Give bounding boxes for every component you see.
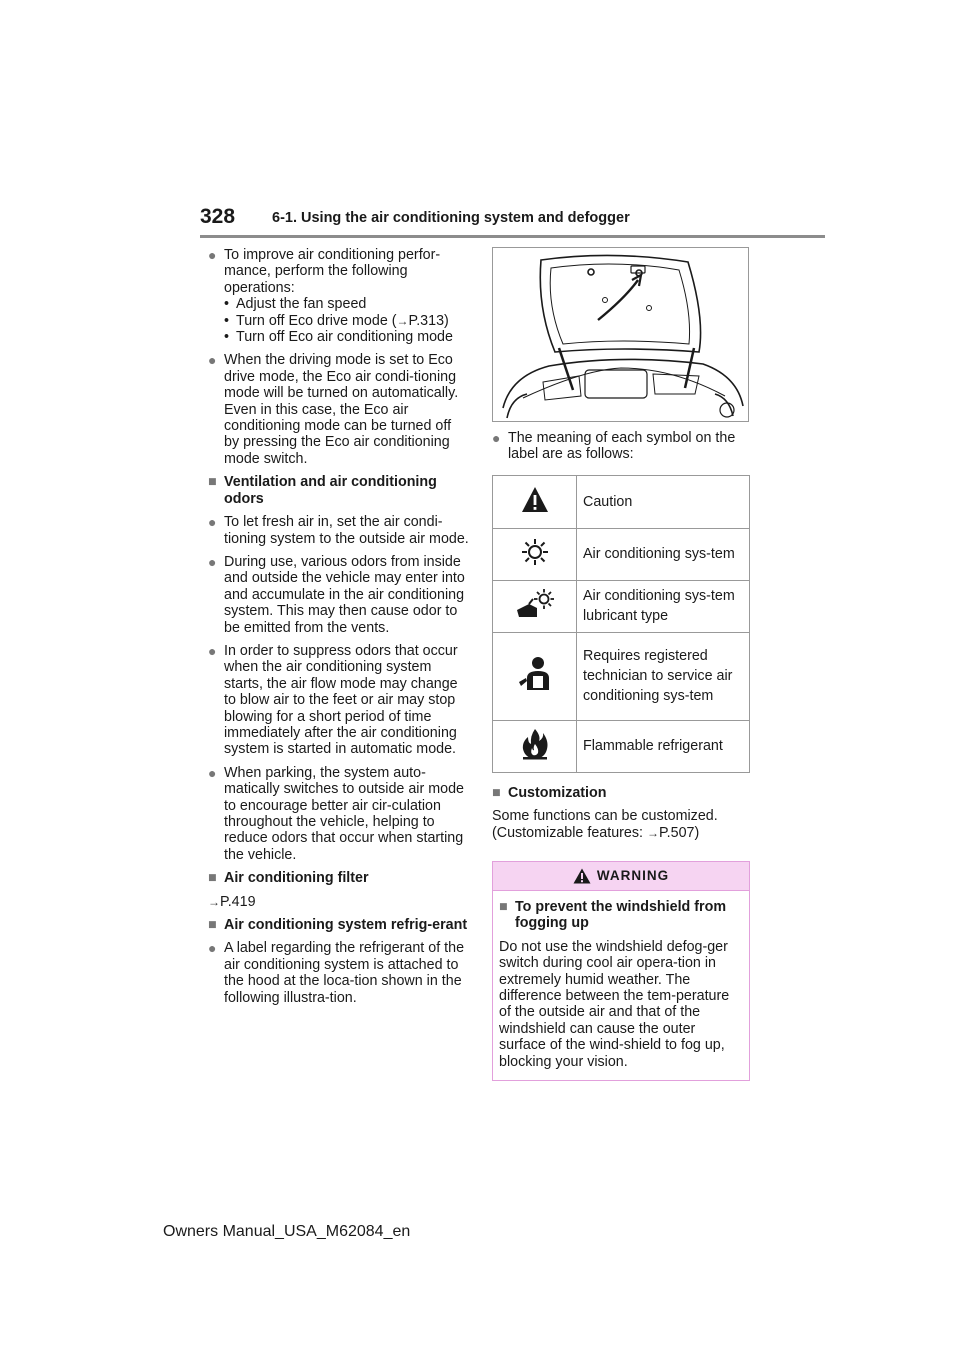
square-bullet-icon: ■ bbox=[492, 784, 501, 801]
square-bullet-icon: ■ bbox=[208, 917, 217, 934]
subsection-heading: ■ Air conditioning system refrig-erant bbox=[208, 917, 468, 934]
page-reference-link[interactable]: P.419 bbox=[220, 893, 256, 910]
list-item bbox=[208, 554, 470, 636]
square-bullet-icon: ■ bbox=[499, 899, 508, 916]
subsection-heading: ■ Customization bbox=[492, 784, 607, 801]
right-column bbox=[492, 247, 752, 1081]
table-row bbox=[493, 580, 750, 632]
page-number: 328 bbox=[200, 205, 236, 228]
bullet-text: In order to suppress odors that occur when the air conditioning system starts, the air flow mode may change to blow air to the feet or air may stop blowing for a short period of time immediately after the air conditioning system is started in automatic mode. bbox=[224, 642, 458, 758]
bullet-text: To let fresh air in, set the air condi-tioning system to the outside air mode. bbox=[224, 514, 469, 547]
table-row bbox=[493, 632, 750, 720]
flammable-icon bbox=[521, 728, 549, 760]
symbol-table bbox=[492, 475, 750, 773]
table-row bbox=[493, 720, 750, 772]
bullet-text: A label regarding the refrigerant of the air conditioning system is attached to the hood at the loca-tion shown in the following illustra-tion. bbox=[224, 940, 465, 1006]
bullet-icon: ● bbox=[208, 514, 217, 531]
list-item bbox=[208, 765, 470, 863]
page-reference-link[interactable]: P.313) bbox=[408, 312, 449, 329]
section-title: 6-1. Using the air conditioning system and defogger bbox=[272, 210, 630, 226]
arrow-right-icon: → bbox=[646, 825, 659, 840]
list-item bbox=[208, 514, 470, 547]
page-header bbox=[200, 205, 825, 237]
subsection-heading: ■ Ventilation and air conditioning odors bbox=[208, 474, 437, 507]
technician-icon bbox=[518, 656, 552, 692]
bullet-icon: ● bbox=[492, 430, 501, 446]
ac-lubricant-icon bbox=[515, 588, 555, 620]
table-row bbox=[493, 528, 750, 580]
symbol-label: Air conditioning sys-tem bbox=[577, 528, 750, 580]
bullet-text: During use, various odors from inside and outside the vehicle may enter into and accumulate in the air conditioning system. This may then cause odor to be emitted from the vents. bbox=[224, 553, 465, 636]
page-reference-link[interactable]: P.507) bbox=[658, 824, 700, 841]
arrow-right-icon: → bbox=[208, 894, 220, 909]
warning-triangle-icon bbox=[573, 868, 591, 884]
caution-triangle-icon bbox=[521, 486, 549, 514]
sub-item: • Turn off Eco air conditioning mode bbox=[224, 329, 453, 346]
list-item bbox=[208, 352, 470, 467]
list-item bbox=[208, 940, 470, 1006]
sub-item: • Adjust the fan speed bbox=[224, 296, 367, 313]
warning-heading: ■ To prevent the windshield from fogging up bbox=[499, 899, 727, 932]
warning-box bbox=[492, 861, 750, 1081]
open-hood-image bbox=[493, 248, 748, 421]
square-bullet-icon: ■ bbox=[208, 870, 217, 887]
warning-text: Do not use the windshield defog-ger switch during cool air opera-tion in extremely humid weather. The difference between the tem-perature of the outside air and that of the windshield can cause the outer surface of the wind-shield to fog up, blocking your vision. bbox=[499, 938, 730, 1070]
header-divider bbox=[200, 235, 825, 238]
list-item bbox=[208, 247, 470, 345]
symbol-label: Requires registered technician to service air conditioning sys-tem bbox=[577, 632, 750, 720]
arrow-right-icon: → bbox=[396, 313, 409, 328]
bullet-icon: ● bbox=[208, 764, 217, 781]
list-item bbox=[208, 643, 470, 758]
bullet-icon: ● bbox=[208, 940, 217, 957]
warning-title: WARNING bbox=[596, 867, 670, 883]
warning-header bbox=[493, 862, 749, 891]
subsection-heading: ■ Air conditioning filter bbox=[208, 870, 369, 887]
bullet-icon: ● bbox=[208, 642, 217, 659]
bullet-text: The meaning of each symbol on the label are as follows: bbox=[508, 430, 736, 463]
customization-text: Some functions can be customized. (Customizable features: →P.507) bbox=[492, 808, 718, 841]
sub-item: • Turn off Eco drive mode (→P.313) bbox=[224, 312, 449, 329]
hood-illustration bbox=[492, 247, 749, 422]
bullet-icon: ● bbox=[208, 352, 217, 369]
table-row bbox=[493, 475, 750, 528]
symbol-label: Air conditioning sys-tem lubricant type bbox=[577, 580, 750, 632]
bullet-icon: ● bbox=[208, 553, 217, 570]
warning-body bbox=[493, 891, 749, 1080]
filter-reference bbox=[208, 894, 470, 910]
bullet-text: When the driving mode is set to Eco drive mode, the Eco air condi-tioning mode will be turned on automatically. Even in this case, the Eco air conditioning mode can be turned off by pressing the Eco air conditioning mode switch. bbox=[224, 352, 459, 467]
symbol-label: Caution bbox=[577, 475, 750, 528]
list-item bbox=[492, 430, 752, 463]
left-column bbox=[208, 247, 470, 1013]
bullet-text: To improve air conditioning perfor-mance, perform the following operations: bbox=[224, 247, 441, 296]
bullet-icon: ● bbox=[208, 247, 217, 263]
ac-system-icon bbox=[520, 537, 550, 567]
page-footer: Owners Manual_USA_M62084_en bbox=[163, 1223, 411, 1240]
square-bullet-icon: ■ bbox=[208, 474, 217, 491]
bullet-text: When parking, the system auto-matically switches to outside air mode to encourage better air cir-culation throughout the vehicle, helping to reduce odors that occur when starting the vehicle. bbox=[224, 764, 464, 863]
symbol-label: Flammable refrigerant bbox=[577, 720, 750, 772]
